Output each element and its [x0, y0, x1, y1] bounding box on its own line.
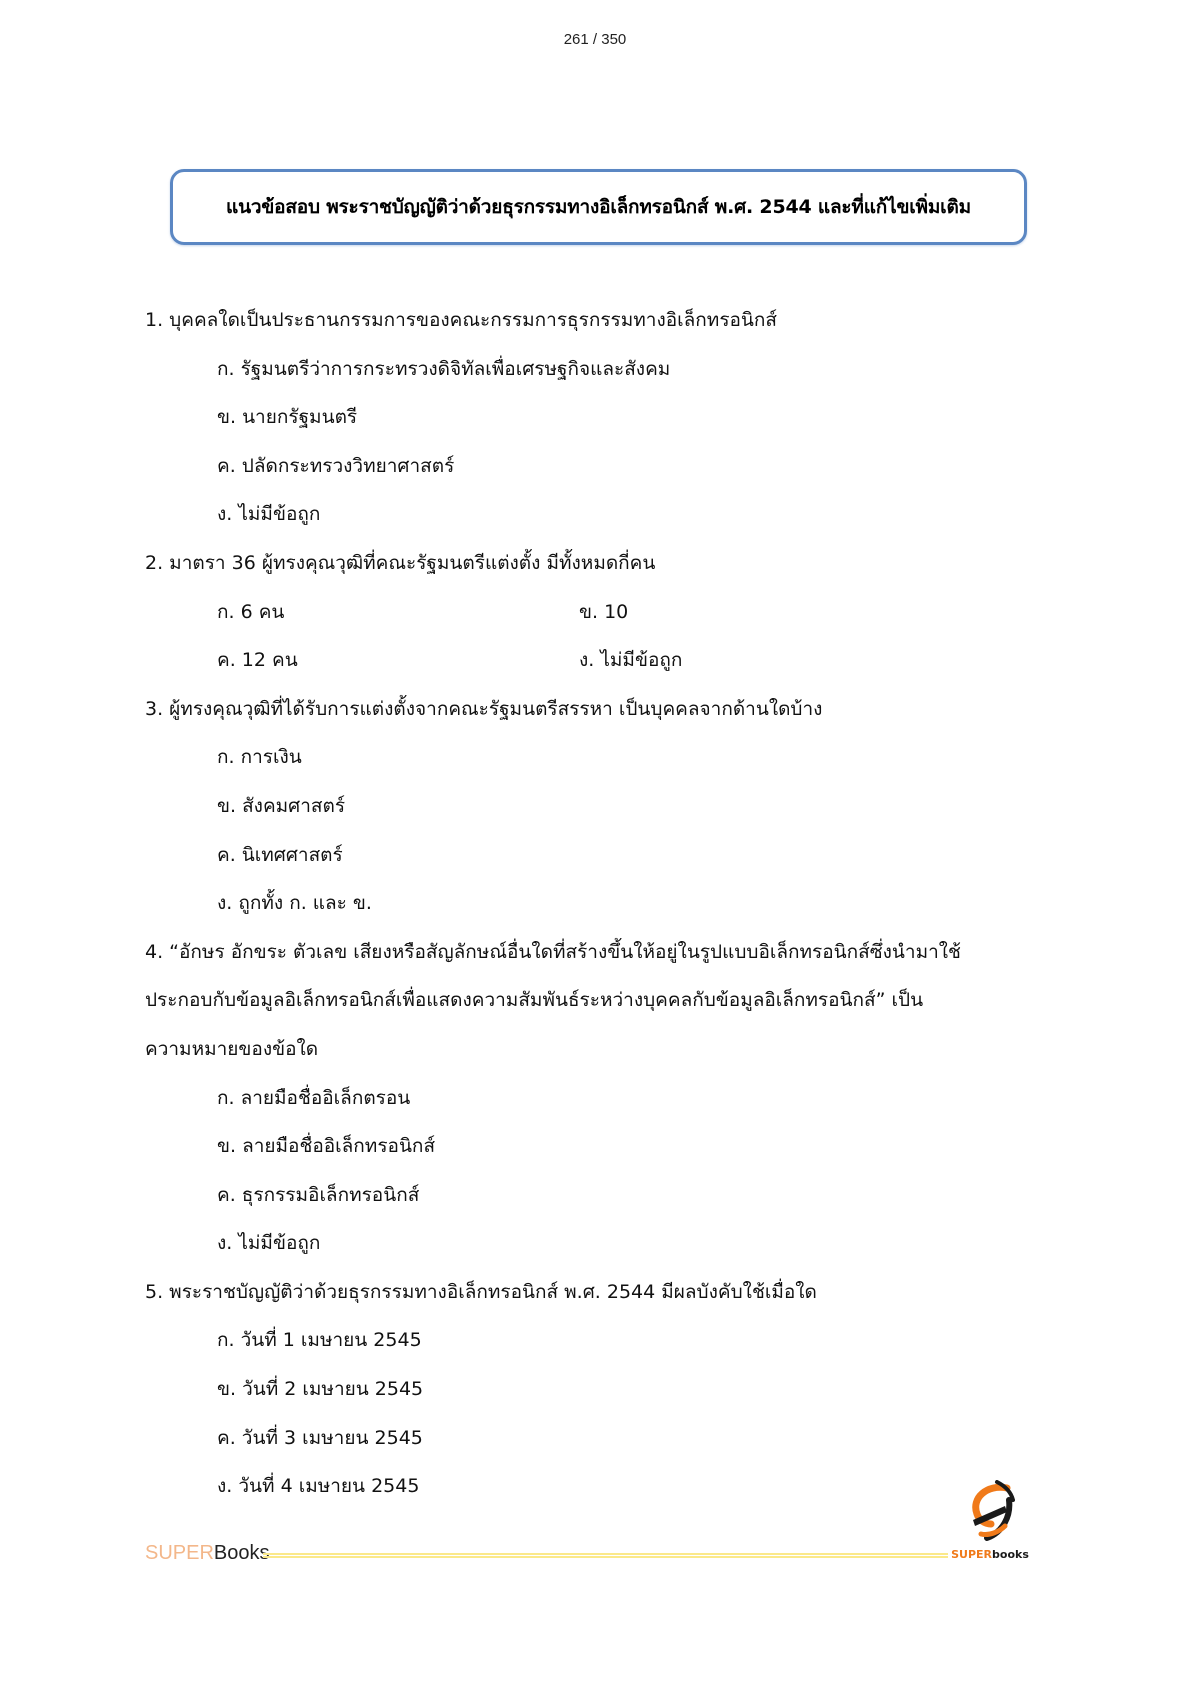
question-text: 2. มาตรา 36 ผู้ทรงคุณวุฒิที่คณะรัฐมนตรีแต่งตั้ง มีทั้งหมดกี่คน	[145, 551, 656, 574]
superbooks-swirl-logo-icon	[967, 1480, 1015, 1548]
logo-books: books	[992, 1548, 1029, 1561]
footer-brand-super: SUPER	[145, 1542, 214, 1564]
page-footer	[145, 1538, 1035, 1568]
question-text-line-1: 4. “อักษร อักขระ ตัวเลข เสียงหรือสัญลักษณ์อื่นใดที่สร้างขึ้นให้อยู่ในรูปแบบอิเล็กทรอนิกส์ซึ่งนำมาใช้	[145, 940, 961, 963]
question-text: 5. พระราชบัญญัติว่าด้วยธุรกรรมทางอิเล็กทรอนิกส์ พ.ศ. 2544 มีผลบังคับใช้เมื่อใด	[145, 1280, 817, 1303]
logo-wordmark	[945, 1548, 1035, 1561]
option-c: ค. วันที่ 3 เมษายน 2545	[217, 1426, 423, 1449]
page-title: แนวข้อสอบ พระราชบัญญัติว่าด้วยธุรกรรมทางอิเล็กทรอนิกส์ พ.ศ. 2544 และที่แก้ไขเพิ่มเติม	[226, 196, 971, 218]
option-a: ก. การเงิน	[217, 746, 302, 769]
question-text: 1. บุคคลใดเป็นประธานกรรมการของคณะกรรมการธุรกรรมทางอิเล็กทรอนิกส์	[145, 309, 778, 331]
option-b: ข. 10	[579, 600, 629, 623]
option-b: ข. ลายมือชื่ออิเล็กทรอนิกส์	[217, 1135, 436, 1158]
option-a: ก. 6 คน	[217, 600, 285, 623]
question-3	[145, 685, 1025, 928]
option-d: ง. ไม่มีข้อถูก	[217, 1232, 321, 1255]
title-box	[170, 169, 1027, 245]
option-d: ง. ถูกทั้ง ก. และ ข.	[217, 892, 372, 915]
option-a: ก. วันที่ 1 เมษายน 2545	[217, 1329, 422, 1352]
question-1	[145, 296, 1025, 539]
option-d: ง. ไม่มีข้อถูก	[217, 503, 321, 526]
question-5	[145, 1268, 1025, 1511]
footer-brand	[145, 1538, 270, 1568]
option-d: ง. วันที่ 4 เมษายน 2545	[217, 1475, 420, 1498]
option-b: ข. นายกรัฐมนตรี	[217, 406, 358, 429]
option-b: ข. สังคมศาสตร์	[217, 794, 346, 817]
option-a: ก. รัฐมนตรีว่าการกระทรวงดิจิทัลเพื่อเศรษฐกิจและสังคม	[217, 357, 671, 380]
option-c: ค. ปลัดกระทรวงวิทยาศาสตร์	[217, 454, 455, 477]
question-2	[145, 539, 1025, 685]
question-text-line-3: ความหมายของข้อใด	[145, 1037, 319, 1060]
page-number: 261 / 350	[563, 31, 627, 48]
option-b: ข. วันที่ 2 เมษายน 2545	[217, 1378, 424, 1401]
option-c: ค. นิเทศศาสตร์	[217, 843, 343, 866]
logo-super: SUPER	[951, 1548, 993, 1561]
option-d: ง. ไม่มีข้อถูก	[579, 649, 683, 672]
option-row	[145, 588, 1025, 637]
superbooks-logo	[945, 1480, 1035, 1575]
question-text-line-2: ประกอบกับข้อมูลอิเล็กทรอนิกส์เพื่อแสดงความสัมพันธ์ระหว่างบุคคลกับข้อมูลอิเล็กทรอนิกส์” เป็น	[145, 989, 924, 1012]
question-4	[145, 928, 1025, 1268]
footer-brand-books: Books	[213, 1542, 270, 1564]
footer-divider	[263, 1553, 948, 1558]
option-c: ค. 12 คน	[217, 649, 298, 672]
option-row	[145, 636, 1025, 685]
question-list	[145, 296, 1025, 1511]
question-text: 3. ผู้ทรงคุณวุฒิที่ได้รับการแต่งตั้งจากคณะรัฐมนตรีสรรหา เป็นบุคคลจากด้านใดบ้าง	[145, 697, 823, 720]
option-a: ก. ลายมือชื่ออิเล็กตรอน	[217, 1086, 411, 1109]
option-c: ค. ธุรกรรมอิเล็กทรอนิกส์	[217, 1183, 420, 1206]
